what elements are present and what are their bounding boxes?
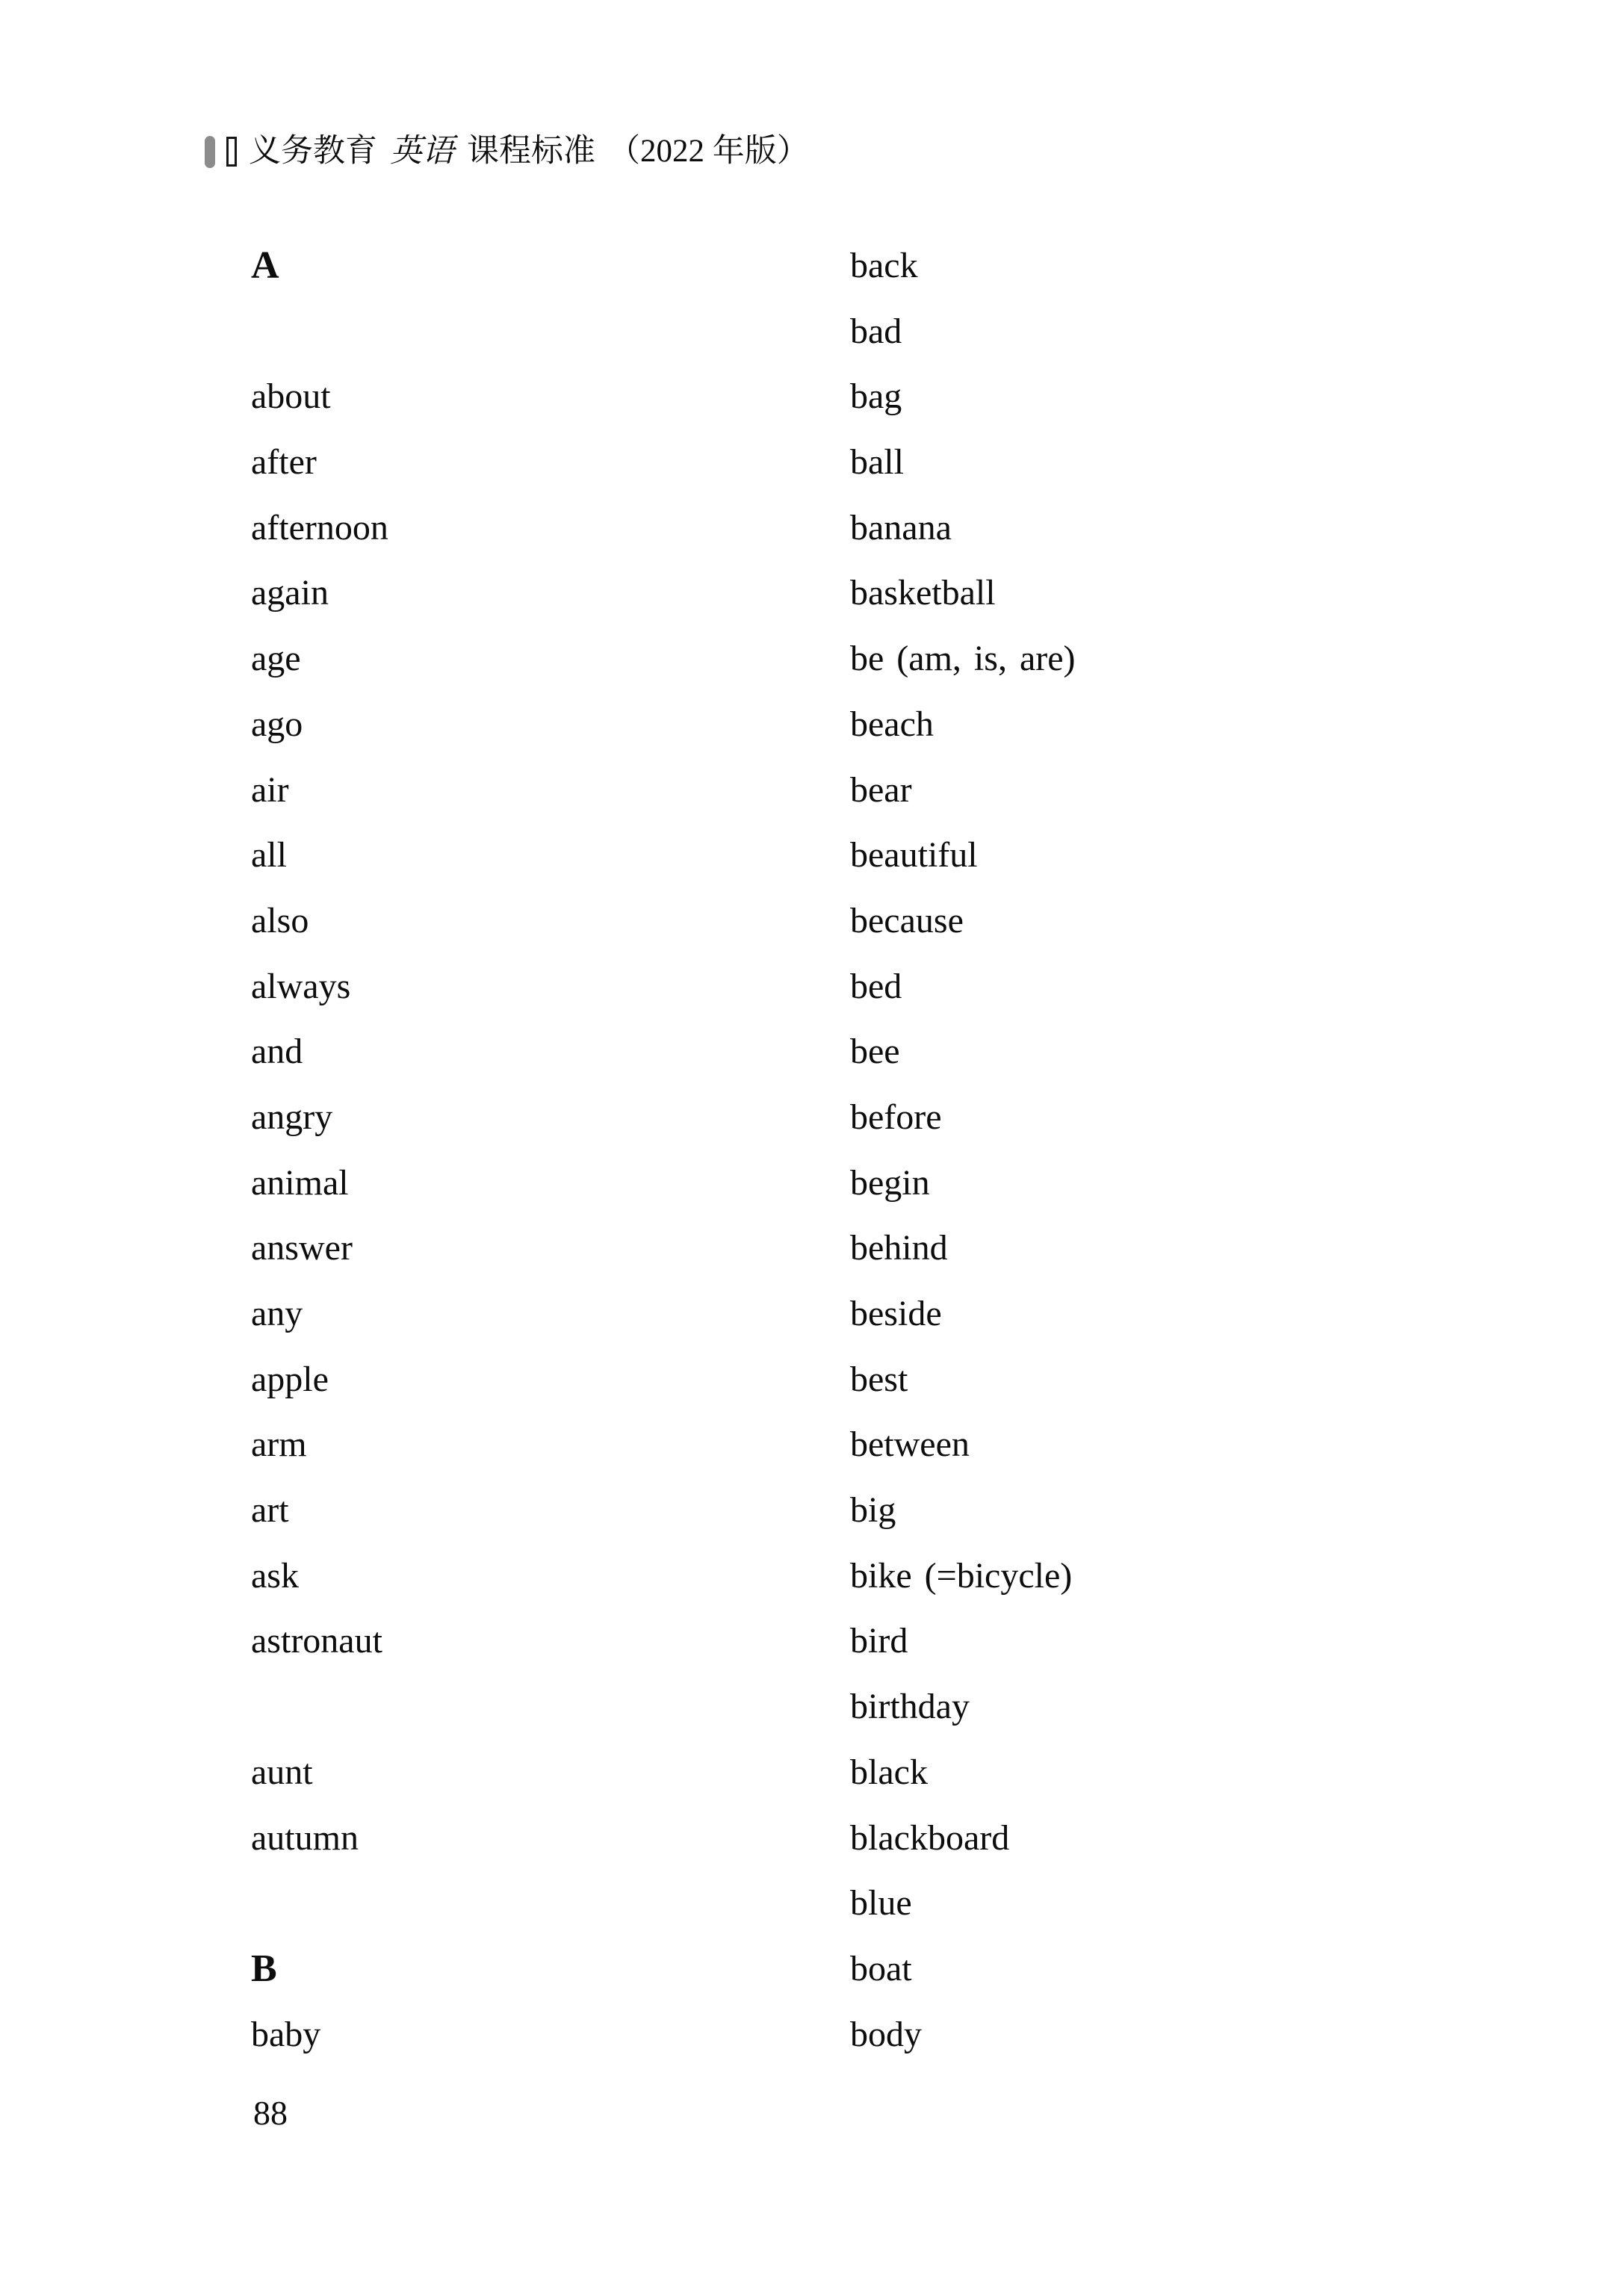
word-item: behind [850, 1228, 948, 1268]
word-item: afternoon [251, 507, 388, 548]
word-item: blue [850, 1883, 912, 1923]
word-item: basketball [850, 573, 996, 613]
word-item: animal [251, 1162, 349, 1203]
word-item: bag [850, 376, 902, 417]
word-item: aunt [251, 1752, 313, 1792]
word-item: about [251, 376, 331, 417]
header-outline-bar-icon [226, 137, 237, 167]
header-solid-bar-icon [205, 136, 215, 168]
word-item: boat [850, 1948, 912, 1988]
word-item: baby [251, 2014, 321, 2054]
word-item: ask [251, 1555, 299, 1596]
section-letter-heading: A [251, 244, 279, 287]
book-title-subject: 英语 [390, 134, 454, 169]
word-item: bee [850, 1032, 900, 1072]
word-item: after [251, 442, 317, 483]
word-item: blackboard [850, 1817, 1010, 1858]
blank-row [251, 299, 774, 365]
book-title [249, 134, 809, 170]
word-item: again [251, 573, 329, 613]
word-item: bike (=bicycle) [850, 1555, 1073, 1596]
word-item: bird [850, 1621, 908, 1661]
blank-row [251, 1870, 774, 1936]
word-item: begin [850, 1162, 930, 1203]
word-item: air [251, 769, 289, 810]
word-item: back [850, 246, 918, 285]
word-item: answer [251, 1228, 353, 1268]
running-header [205, 134, 809, 170]
word-item: apple [251, 1359, 329, 1399]
word-list-right-column [850, 233, 1373, 2067]
word-item: be (am, is, are) [850, 639, 1076, 679]
word-item: arm [251, 1425, 307, 1465]
word-item: autumn [251, 1817, 359, 1858]
word-item: because [850, 900, 964, 940]
word-item: angry [251, 1097, 333, 1137]
book-title-edition: （2022 年版） [608, 134, 809, 169]
book-title-part: 课程标准 [467, 134, 595, 169]
word-item: black [850, 1752, 928, 1792]
word-item: body [850, 2014, 922, 2054]
book-title-part: 义务教育 [249, 134, 377, 169]
word-list-left-column [251, 233, 774, 2067]
word-item: art [251, 1490, 289, 1531]
word-item: between [850, 1425, 970, 1465]
section-letter-heading: B [251, 1947, 277, 1990]
page-number: 88 [253, 2094, 288, 2132]
word-item: bear [850, 769, 912, 810]
word-item: beside [850, 1294, 942, 1333]
word-item: and [251, 1032, 303, 1072]
word-item: all [251, 835, 287, 875]
word-item: age [251, 639, 301, 679]
word-item: ago [251, 704, 303, 744]
word-item: birthday [850, 1687, 970, 1727]
word-item: always [251, 966, 351, 1006]
word-item: also [251, 900, 309, 940]
word-item: beautiful [850, 835, 978, 875]
word-item: before [850, 1097, 942, 1137]
word-item: beach [850, 704, 934, 744]
word-item: bad [850, 311, 902, 351]
word-item: bed [850, 966, 902, 1006]
word-item: astronaut [251, 1621, 382, 1661]
word-item: big [850, 1490, 896, 1531]
blank-row [251, 1674, 774, 1740]
word-item: ball [850, 442, 904, 483]
word-item: best [850, 1359, 908, 1399]
word-item: banana [850, 507, 952, 548]
word-item: any [251, 1294, 303, 1333]
